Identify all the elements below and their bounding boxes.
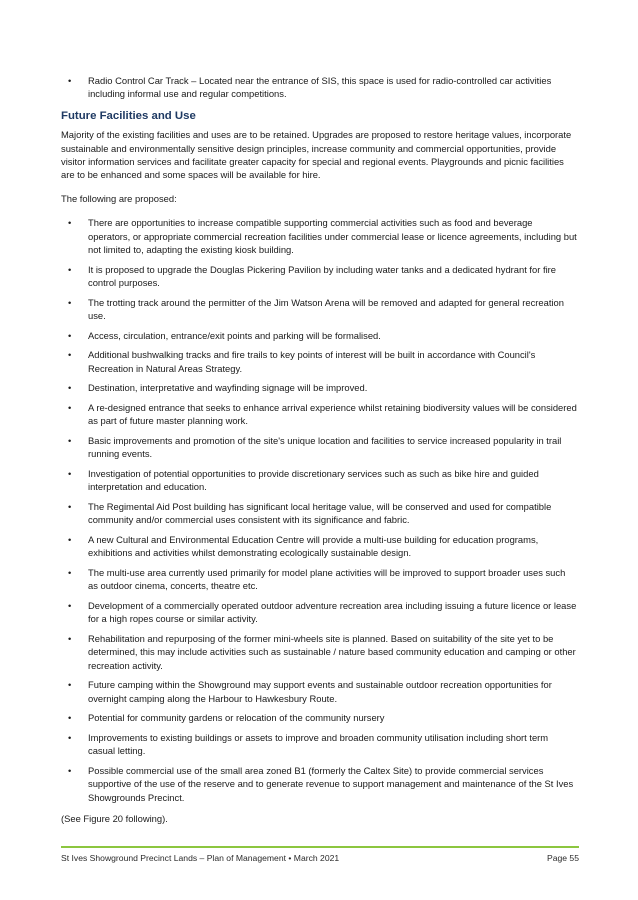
bullet-dot-icon: •	[68, 468, 72, 480]
proposal-item	[61, 711, 577, 724]
proposal-list	[61, 216, 577, 803]
bullet-dot-icon: •	[68, 600, 72, 612]
proposal-item	[61, 348, 577, 374]
proposal-text: Improvements to existing buildings or assets to improve and broaden community utilisation including short term casual letting.	[88, 732, 549, 757]
bullet-text: Radio Control Car Track – Located near the entrance of SIS, this space is used for radio-controlled car activities including informal use and regular competitions.	[88, 75, 552, 100]
proposal-text: There are opportunities to increase compatible supporting commercial activities such as food and beverage operators, or appropriate commercial recreation facilities under commercial lease or licence agreements, including but not limited to, adapting the existing kiosk building.	[88, 217, 577, 255]
proposal-item	[61, 599, 577, 625]
bullet-dot-icon: •	[68, 567, 72, 579]
section-heading: Future Facilities and Use	[61, 110, 196, 123]
bullet-dot-icon: •	[68, 329, 72, 341]
page-footer	[61, 846, 579, 863]
proposal-item	[61, 381, 577, 394]
proposal-item	[61, 764, 577, 804]
proposal-item	[61, 329, 577, 342]
proposal-text: Rehabilitation and repurposing of the former mini-wheels site is planned. Based on suitability of the site yet to be determined, this may include activities such as sustainable / nature based community education and camping or other recreation activity.	[88, 633, 576, 671]
footer-rule	[61, 846, 579, 848]
proposal-text: A new Cultural and Environmental Education Centre will provide a multi-use building for education programs, exhibitions and activities whilst demonstrating ecologically sustainable design.	[88, 534, 539, 559]
bullet-dot-icon: •	[68, 501, 72, 513]
proposal-text: Additional bushwalking tracks and fire trails to key points of interest will be built in accordance with Council's Recreation in Natural Areas Strategy.	[88, 349, 536, 374]
proposal-item	[61, 566, 577, 592]
bullet-dot-icon: •	[68, 712, 72, 724]
proposal-item	[61, 533, 577, 559]
proposal-text: Development of a commercially operated outdoor adventure recreation area including issuing a future licence or lease for a high ropes course or similar activity.	[88, 600, 577, 625]
bullet-dot-icon: •	[68, 217, 72, 229]
proposal-text: A re-designed entrance that seeks to enhance arrival experience whilst retaining biodiversity values will be considered as part of future master planning work.	[88, 402, 577, 427]
bullet-dot-icon: •	[68, 534, 72, 546]
proposed-lead: The following are proposed:	[61, 193, 177, 205]
proposal-text: Potential for community gardens or relocation of the community nursery	[88, 712, 385, 724]
proposal-text: Possible commercial use of the small area zoned B1 (formerly the Caltex Site) to provide commercial services supportive of the use of the reserve and to generate revenue to support management and maintenance of the St Ives Showgrounds Precinct.	[88, 765, 574, 803]
document-page	[61, 74, 577, 834]
bullet-dot-icon: •	[68, 75, 72, 86]
bullet-dot-icon: •	[68, 435, 72, 447]
top-bullet-list	[61, 74, 577, 100]
proposal-item	[61, 678, 577, 704]
proposal-item	[61, 296, 577, 322]
bullet-dot-icon: •	[68, 382, 72, 394]
proposal-item	[61, 467, 577, 493]
footer-text-row	[61, 853, 579, 863]
bullet-dot-icon: •	[68, 296, 72, 308]
bullet-dot-icon: •	[68, 732, 72, 744]
proposal-item	[61, 401, 577, 427]
proposal-text: Access, circulation, entrance/exit points and parking will be formalised.	[88, 329, 381, 341]
bullet-item	[61, 74, 577, 100]
proposal-item	[61, 731, 577, 757]
proposal-text: The multi-use area currently used primarily for model plane activities will be improved to support broader uses such as outdoor cinema, concerts, theatre etc.	[88, 567, 566, 592]
bullet-dot-icon: •	[68, 402, 72, 414]
figure-reference: (See Figure 20 following).	[61, 812, 168, 824]
bullet-dot-icon: •	[68, 765, 72, 777]
proposal-text: Future camping within the Showground may support events and sustainable outdoor recreation opportunities for overnight camping along the Harbour to Hawkesbury Route.	[88, 679, 552, 704]
proposal-text: It is proposed to upgrade the Douglas Pickering Pavilion by including water tanks and a dedicated hydrant for fire control purposes.	[88, 263, 556, 288]
bullet-dot-icon: •	[68, 679, 72, 691]
intro-paragraph: Majority of the existing facilities and uses are to be retained. Upgrades are proposed to restore heritage values, incorporate sustainable and environmentally sensitive design principles, increase community and commercial opportunities, provide visitor information services and facilitate greater capacity for special and regional events. Playgrounds and picnic facilities are to be enhanced and some spaces will be available for hire.	[61, 129, 572, 181]
proposal-text: Destination, interpretative and wayfinding signage will be improved.	[88, 382, 368, 394]
proposal-text: Investigation of potential opportunities to provide discretionary services such as such as bike hire and guided interpretation and education.	[88, 468, 539, 493]
bullet-dot-icon: •	[68, 633, 72, 645]
proposal-item	[61, 216, 577, 256]
proposal-item	[61, 500, 577, 526]
proposal-text: Basic improvements and promotion of the site's unique location and facilities to service increased popularity in trail running events.	[88, 435, 562, 460]
page-number: Page 55	[546, 853, 579, 863]
proposal-item	[61, 263, 577, 289]
proposal-text: The trotting track around the permitter of the Jim Watson Arena will be removed and adapted for general recreation use.	[88, 296, 564, 321]
bullet-dot-icon: •	[68, 263, 72, 275]
footer-title: St Ives Showground Precinct Lands – Plan of Management • March 2021	[61, 853, 340, 863]
bullet-dot-icon: •	[68, 349, 72, 361]
proposal-text: The Regimental Aid Post building has significant local heritage value, will be conserved and used for compatible community and/or commercial uses consistent with its significance and fabric.	[88, 501, 552, 526]
proposal-item	[61, 632, 577, 672]
proposal-item	[61, 434, 577, 460]
